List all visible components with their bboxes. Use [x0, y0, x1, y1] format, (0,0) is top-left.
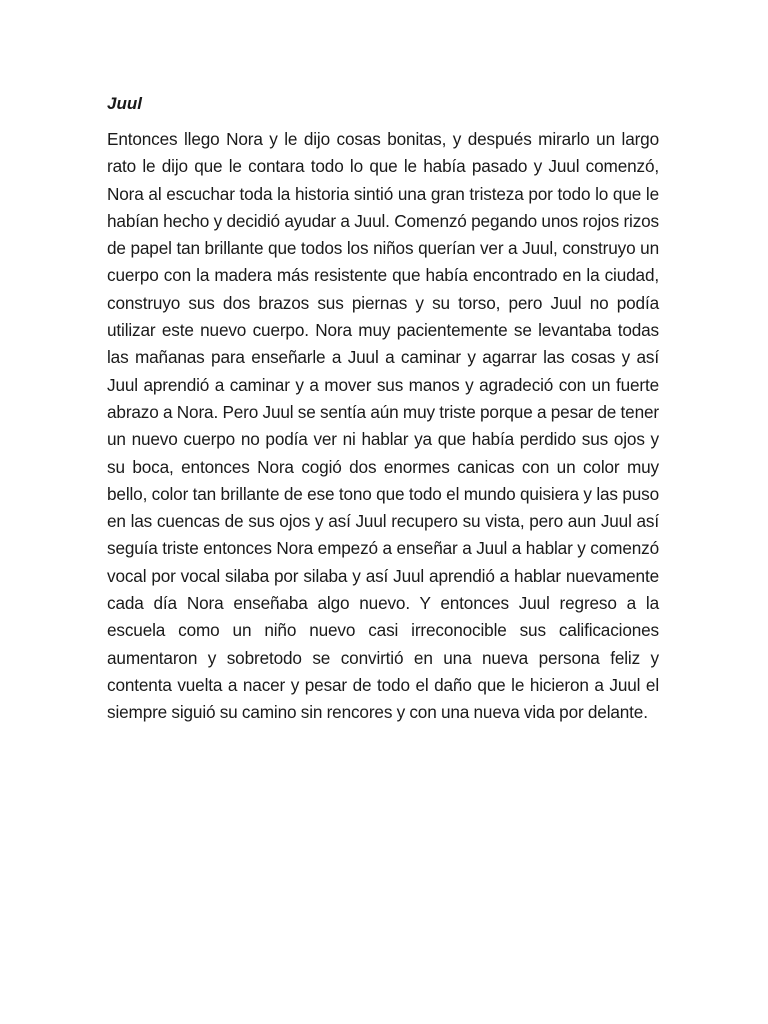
- document-title: Juul: [107, 94, 142, 113]
- document-paragraph: Entonces llego Nora y le dijo cosas bonitas, y después mirarlo un largo rato le dijo que le contara todo lo que le había pasado y Juul comenzó, Nora al escuchar toda la historia sintió una gran tristeza por todo lo que le habían hecho y decidió ayudar a Juul. Comenzó pegando unos rojos rizos de papel tan brillante que todos los niños querían ver a Juul, construyo un cuerpo con la madera más resistente que había encontrado en la ciudad, construyo sus dos brazos sus piernas y su torso, pero Juul no podía utilizar este nuevo cuerpo. Nora muy pacientemente se levantaba todas las mañanas para enseñarle a Juul a caminar y agarrar las cosas y así Juul aprendió a caminar y a mover sus manos y agradeció con un fuerte abrazo a Nora. Pero Juul se sentía aún muy triste porque a pesar de tener un nuevo cuerpo no podía ver ni hablar ya que había perdido sus ojos y su boca, entonces Nora cogió dos enormes canicas con un color muy bello, color tan brillante de ese tono que todo el mundo quisiera y las puso en las cuencas de sus ojos y así Juul recupero su vista, pero aun Juul así seguía triste entonces Nora empezó a enseñar a Juul a hablar y comenzó vocal por vocal silaba por silaba y así Juul aprendió a hablar nuevamente cada día Nora enseñaba algo nuevo. Y entonces Juul regreso a la escuela como un niño nuevo casi irreconocible sus calificaciones aumentaron y sobretodo se convirtió en una nueva persona feliz y contenta vuelta a nacer y pesar de todo el daño que le hicieron a Juul el siempre siguió su camino sin rencores y con una nueva vida por delante.: [107, 129, 659, 723]
